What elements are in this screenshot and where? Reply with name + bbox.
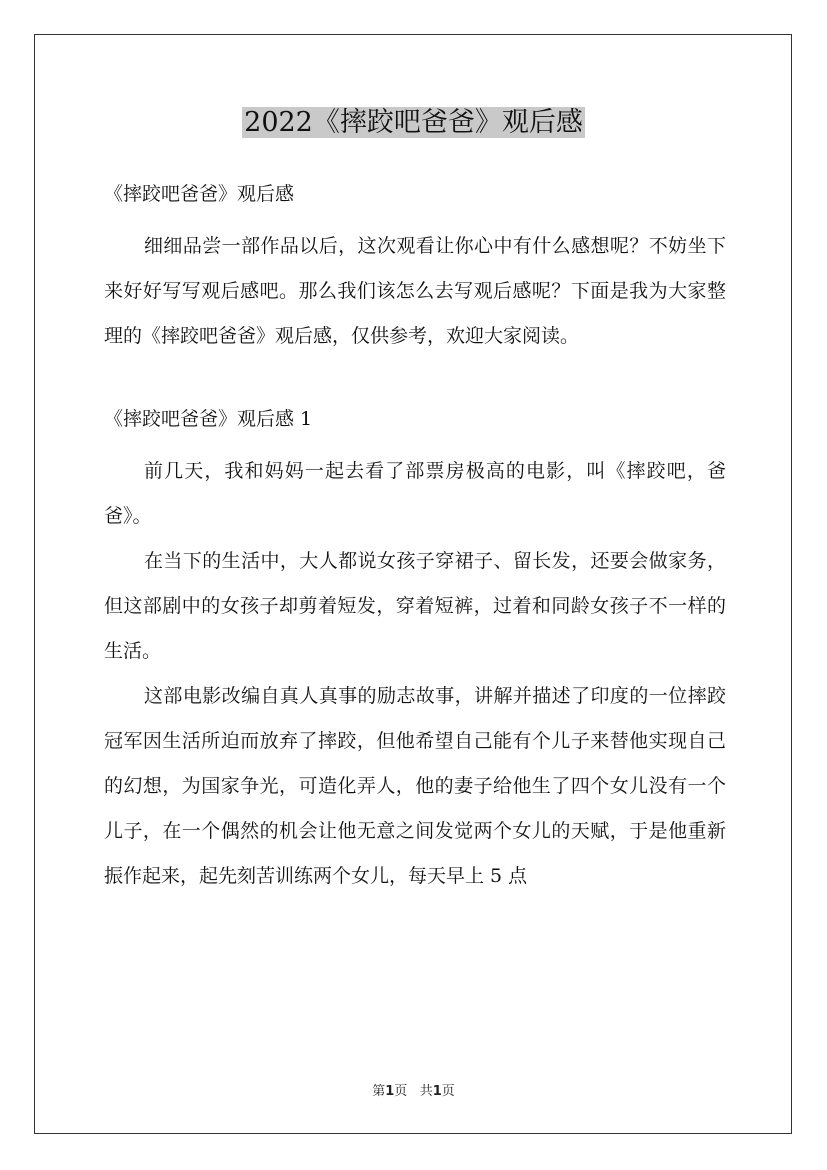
section1-paragraph-1: 前几天，我和妈妈一起去看了部票房极高的电影，叫《摔跤吧，爸爸》。 <box>104 460 726 527</box>
footer-page-suffix: 页 <box>394 1084 408 1099</box>
intro-heading: 《摔跤吧爸爸》观后感 <box>104 183 295 205</box>
footer-total-suffix: 页 <box>441 1084 455 1099</box>
spacer <box>104 214 726 224</box>
document-body <box>104 174 726 899</box>
section-spacer <box>104 359 726 399</box>
section1-heading: 《摔跤吧爸爸》观后感 1 <box>104 408 313 430</box>
footer-total-prefix: 共 <box>419 1084 433 1099</box>
document-title <box>0 104 827 142</box>
footer-page-number: 1 <box>385 1084 395 1099</box>
section1-paragraph-3: 这部电影改编自真人真事的励志故事，讲解并描述了印度的一位摔跤冠军因生活所迫而放弃了摔跤，但他希望自己能有个儿子来替他实现自己的幻想，为国家争光，可造化弄人，他的妻子给他生了四个女儿没有一个儿子，在一个偶然的机会让他无意之间发觉两个女儿的天赋，于是他重新振作起来，起先刻苦训练两个女儿，每天早上 5 点 <box>104 685 726 887</box>
intro-paragraph: 细细品尝一部作品以后，这次观看让你心中有什么感想呢？不妨坐下来好好写写观后感吧。那么我们该怎么去写观后感呢？下面是我为大家整理的《摔跤吧爸爸》观后感，仅供参考，欢迎大家阅读。 <box>104 235 726 347</box>
page-footer <box>0 1083 827 1101</box>
footer-page-prefix: 第 <box>372 1084 386 1099</box>
document-title-text: 2022《摔跤吧爸爸》观后感 <box>244 107 583 138</box>
footer-total-pages: 1 <box>432 1084 442 1099</box>
section1-paragraph-2: 在当下的生活中，大人都说女孩子穿裙子、留长发，还要会做家务，但这部剧中的女孩子却剪着短发，穿着短裤，过着和同龄女孩子不一样的生活。 <box>104 550 726 662</box>
spacer <box>104 439 726 449</box>
